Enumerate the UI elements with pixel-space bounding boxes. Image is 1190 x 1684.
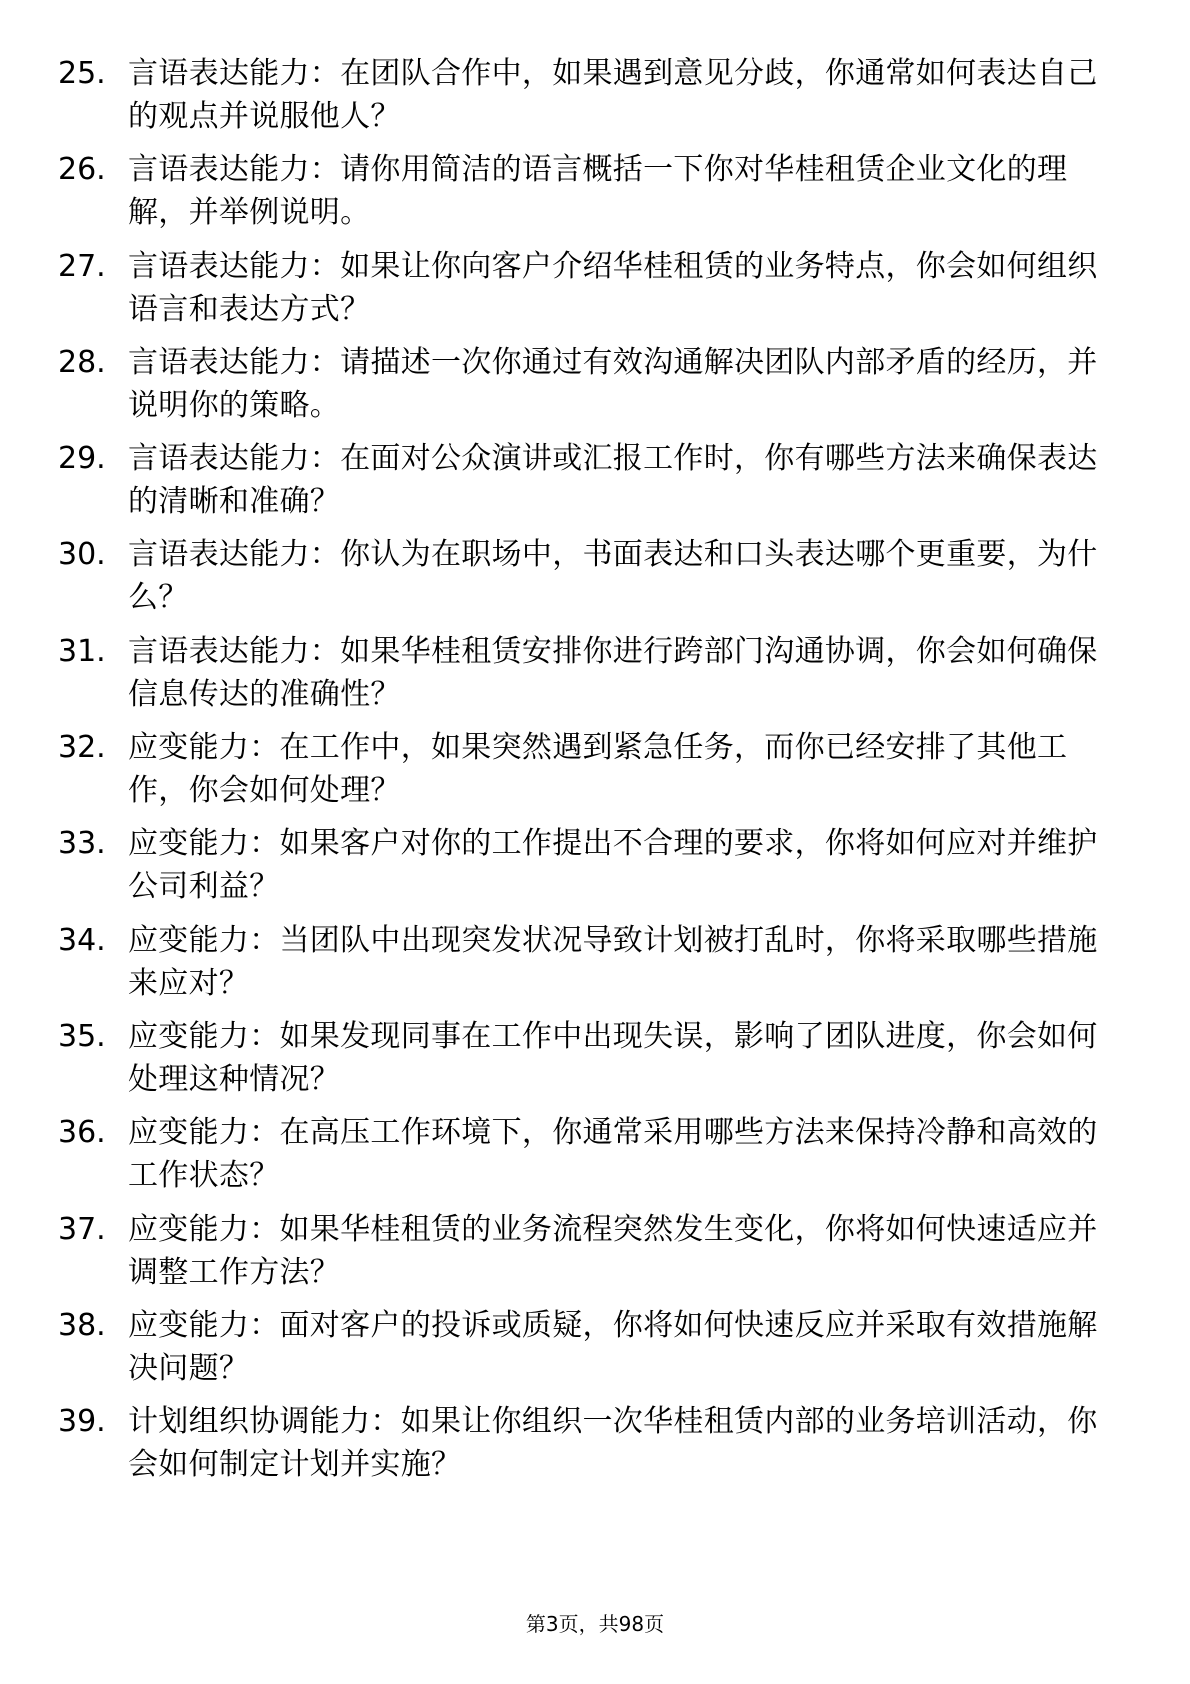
question-number: 28. (58, 344, 106, 380)
question-item (58, 1208, 1118, 1294)
question-text: 应变能力：如果华桂租赁的业务流程突然发生变化，你将如何快速适应并调整工作方法？ (128, 1211, 1098, 1290)
page-number-footer: 第3页，共98页 (525, 1612, 665, 1636)
question-number: 31. (58, 633, 106, 669)
question-text: 应变能力：如果发现同事在工作中出现失误，影响了团队进度，你会如何处理这种情况？ (128, 1018, 1098, 1097)
question-item (58, 630, 1118, 716)
question-number: 38. (58, 1307, 106, 1343)
question-number: 34. (58, 922, 106, 958)
question-text: 应变能力：如果客户对你的工作提出不合理的要求，你将如何应对并维护公司利益？ (128, 826, 1098, 905)
question-item (58, 341, 1118, 427)
question-text: 言语表达能力：在团队合作中，如果遇到意见分歧，你通常如何表达自己的观点并说服他人？ (128, 56, 1098, 134)
question-item (58, 1111, 1118, 1197)
question-text: 言语表达能力：如果让你向客户介绍华桂租赁的业务特点，你会如何组织语言和表达方式？ (128, 248, 1098, 327)
question-text: 言语表达能力：请描述一次你通过有效沟通解决团队内部矛盾的经历，并说明你的策略。 (128, 344, 1098, 423)
question-item (58, 822, 1118, 908)
question-item (58, 1400, 1118, 1486)
question-item (58, 1015, 1118, 1101)
question-number: 36. (58, 1115, 106, 1151)
question-list (58, 52, 1118, 1496)
question-number: 27. (58, 248, 106, 284)
question-number: 29. (58, 441, 106, 477)
question-text: 应变能力：当团队中出现突发状况导致计划被打乱时，你将采取哪些措施来应对？ (128, 922, 1098, 1001)
question-number: 25. (58, 56, 106, 91)
question-text: 言语表达能力：在面对公众演讲或汇报工作时，你有哪些方法来确保表达的清晰和准确？ (128, 441, 1098, 520)
question-number: 39. (58, 1404, 106, 1440)
question-item (58, 1304, 1118, 1390)
question-text: 计划组织协调能力：如果让你组织一次华桂租赁内部的业务培训活动，你会如何制定计划并实施？ (128, 1404, 1098, 1483)
question-text: 应变能力：在高压工作环境下，你通常采用哪些方法来保持冷静和高效的工作状态？ (128, 1115, 1098, 1194)
question-number: 37. (58, 1211, 106, 1247)
question-number: 33. (58, 826, 106, 862)
question-text: 言语表达能力：如果华桂租赁安排你进行跨部门沟通协调，你会如何确保信息传达的准确性？ (128, 633, 1098, 712)
question-item (58, 919, 1118, 1005)
question-text: 言语表达能力：请你用简洁的语言概括一下你对华桂租赁企业文化的理解，并举例说明。 (128, 152, 1068, 231)
question-item (58, 148, 1118, 234)
question-number: 26. (58, 152, 106, 188)
question-item (58, 245, 1118, 331)
question-item (58, 52, 1118, 138)
question-item (58, 533, 1118, 619)
question-text: 应变能力：在工作中，如果突然遇到紧急任务，而你已经安排了其他工作，你会如何处理？ (128, 730, 1068, 809)
question-item (58, 437, 1118, 523)
question-number: 35. (58, 1018, 106, 1054)
question-text: 应变能力：面对客户的投诉或质疑，你将如何快速反应并采取有效措施解决问题？ (128, 1307, 1098, 1386)
question-item (58, 726, 1118, 812)
question-number: 32. (58, 730, 106, 766)
question-number: 30. (58, 537, 106, 573)
question-text: 言语表达能力：你认为在职场中，书面表达和口头表达哪个更重要，为什么？ (128, 537, 1098, 616)
